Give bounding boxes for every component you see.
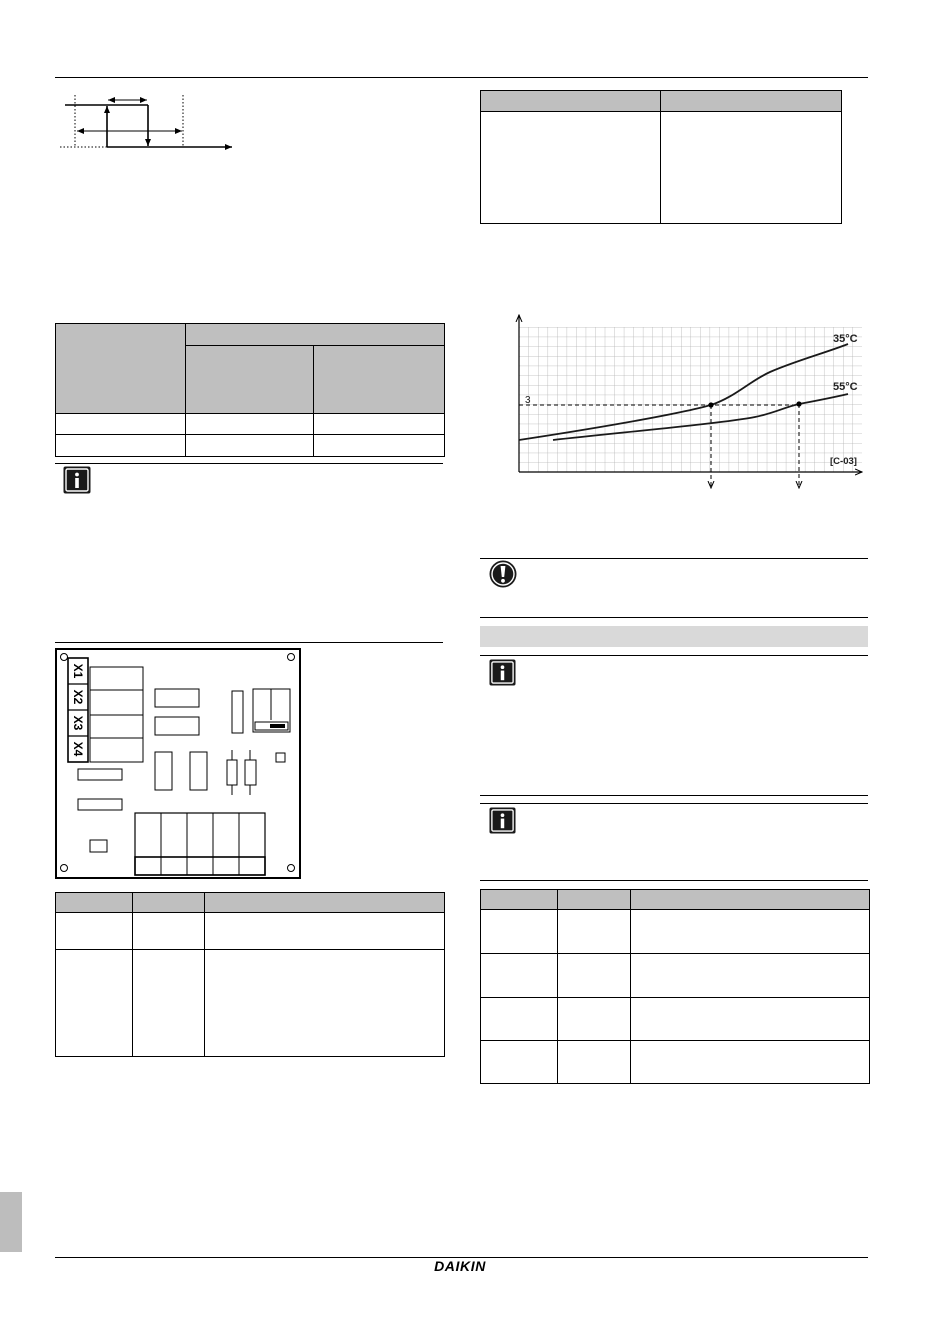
- table-row: [56, 435, 445, 457]
- chapter-side-tab: [0, 1192, 22, 1252]
- info-icon: [489, 659, 516, 686]
- settings-table-2: [480, 90, 842, 224]
- header-cell: [558, 890, 631, 910]
- note-rule: [480, 795, 868, 796]
- settings-table-3: [480, 889, 870, 1084]
- series-label-35: 35°C: [833, 333, 858, 345]
- x-axis-label: [C-03]: [830, 456, 857, 467]
- header-cell: [481, 91, 661, 112]
- series-label-55: 55°C: [833, 381, 858, 393]
- hysteresis-diagram: [55, 88, 240, 158]
- info-icon: [489, 807, 516, 834]
- table-row: [481, 112, 842, 224]
- section-heading-band: [480, 626, 868, 647]
- header-cell: [631, 890, 870, 910]
- pcb-diagram: [55, 648, 301, 879]
- header-cell: [205, 893, 445, 913]
- top-rule: [55, 77, 868, 78]
- terminal-label-x3: X3: [71, 715, 85, 731]
- brand-logo: DAIKIN: [434, 1258, 486, 1274]
- table-row: [56, 414, 445, 435]
- note-rule: [480, 617, 868, 618]
- warning-icon: [489, 560, 517, 588]
- terminal-label-x4: X4: [71, 741, 85, 757]
- note-rule: [480, 558, 868, 559]
- info-icon: [63, 466, 91, 494]
- note-rule: [480, 655, 868, 656]
- terminal-label-x2: X2: [71, 689, 85, 705]
- y-marker-label: 3: [525, 395, 531, 406]
- table-row: [481, 954, 870, 998]
- section-rule: [55, 642, 443, 643]
- table-row: [481, 1041, 870, 1084]
- header-cell: [133, 893, 205, 913]
- note-rule: [480, 880, 868, 881]
- header-cell: [186, 324, 445, 346]
- header-cell: [314, 346, 445, 414]
- terminal-strip: [68, 658, 88, 762]
- note-rule: [55, 463, 443, 464]
- intersection-point-35: [708, 402, 713, 407]
- terminal-table: [55, 892, 445, 1057]
- terminal-label-x1: X1: [71, 663, 85, 679]
- intersection-point-55: [796, 401, 801, 406]
- header-cell: [661, 91, 842, 112]
- table-row: [481, 998, 870, 1041]
- chart-grid: [519, 327, 862, 472]
- table-row: [481, 910, 870, 954]
- header-cell: [56, 324, 186, 414]
- note-rule: [480, 803, 868, 804]
- header-cell: [186, 346, 314, 414]
- header-cell: [56, 893, 133, 913]
- table-row: [56, 913, 445, 950]
- header-cell: [481, 890, 558, 910]
- settings-table-1: [55, 323, 445, 457]
- weather-curve-chart: [505, 305, 870, 495]
- table-row: [56, 950, 445, 1057]
